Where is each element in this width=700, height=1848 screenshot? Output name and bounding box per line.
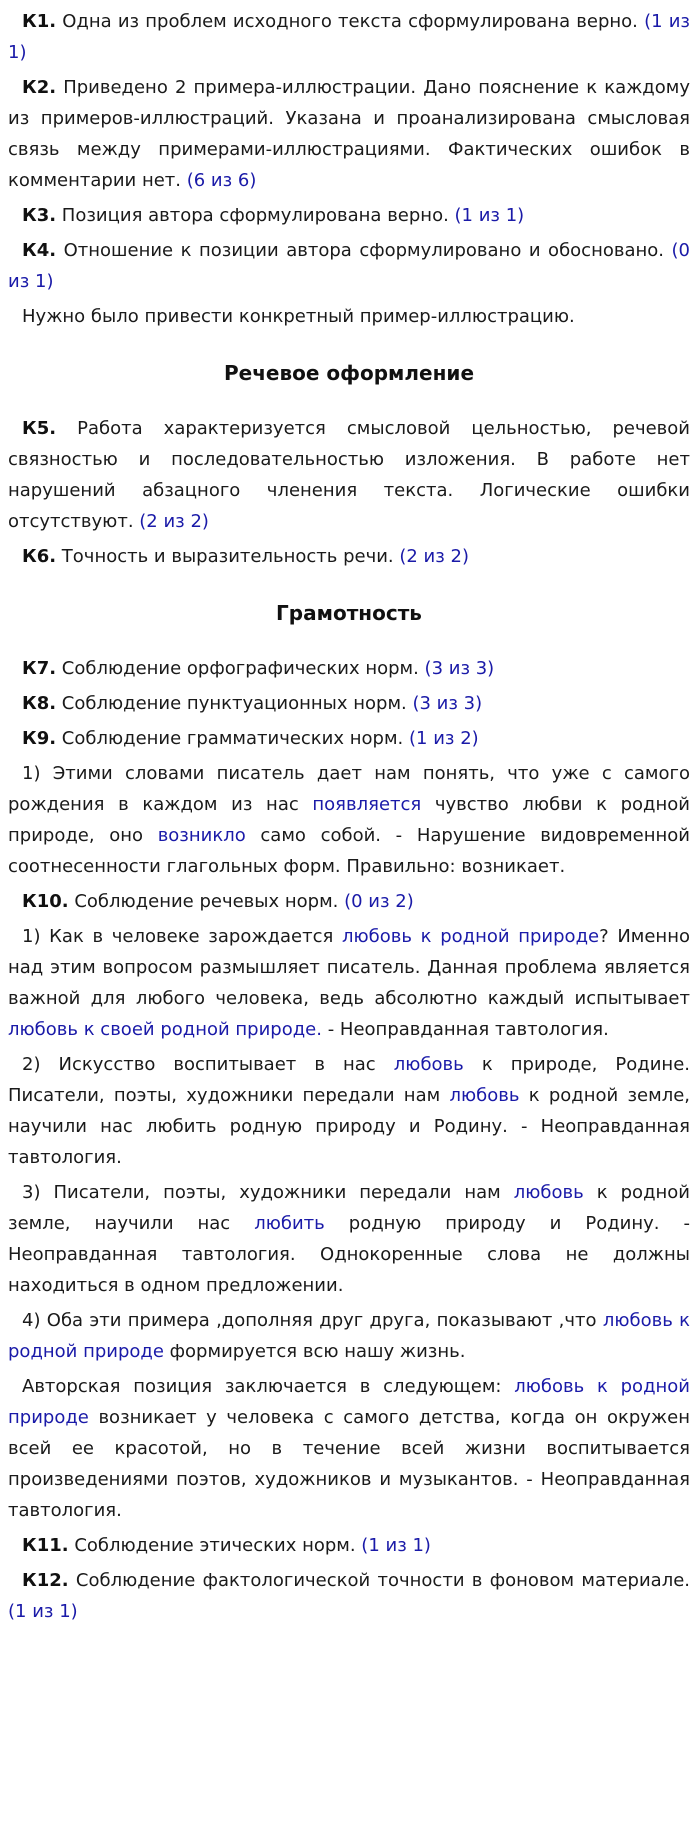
error-example	[8, 1305, 690, 1367]
criterion-text: Одна из проблем исходного текста сформулирована верно.	[56, 11, 645, 32]
example-text: чувство любви к родной природе, оно	[8, 794, 690, 846]
highlighted-phrase: любовь к родной природе	[342, 926, 600, 947]
example-text: 2) Искусство воспитывает в нас	[22, 1054, 394, 1075]
criterion-score: (3 из 3)	[412, 693, 483, 714]
example-text: к природе, Родине. Писатели, поэты, художники передали нам	[8, 1054, 690, 1106]
criterion-label: К12.	[22, 1570, 69, 1591]
example-text: 3) Писатели, поэты, художники передали нам	[22, 1182, 514, 1203]
criterion-score: (1 из 2)	[409, 728, 479, 749]
criterion-text: Соблюдение этических норм.	[68, 1535, 362, 1556]
example-text: - Неоправданная тавтология.	[321, 1019, 609, 1040]
error-example	[8, 1371, 690, 1526]
criterion-score: (6 из 6)	[186, 170, 257, 191]
criterion-score: (1 из 1)	[361, 1535, 431, 1556]
highlighted-phrase: любовь к родной природе	[8, 1376, 690, 1428]
highlighted-word: любовь	[513, 1182, 584, 1203]
criterion-k4	[8, 235, 690, 297]
example-text: к родной земле, научили нас любить родную природу и Родину. - Неоправданная тавтология.	[8, 1085, 690, 1168]
criterion-label: К9.	[22, 728, 57, 749]
criterion-k2	[8, 72, 690, 196]
example-text: 4) Оба эти примера ,дополняя друг друга, показывают ,что	[22, 1310, 603, 1331]
criterion-text: Соблюдение речевых норм.	[68, 891, 345, 912]
criterion-k12	[8, 1565, 690, 1627]
criterion-label: К7.	[22, 658, 57, 679]
criterion-k4-note: Нужно было привести конкретный пример-иллюстрацию.	[22, 306, 575, 327]
example-text: 1) Как в человеке зарождается	[22, 926, 342, 947]
criterion-label: К6.	[22, 546, 57, 567]
example-text: формируется всю нашу жизнь.	[163, 1341, 466, 1362]
example-text: Авторская позиция заключается в следующем:	[22, 1376, 515, 1397]
section-heading-speech: Речевое оформление	[223, 361, 475, 385]
criterion-label: К3.	[22, 205, 57, 226]
error-example	[8, 1177, 690, 1301]
criterion-text: Приведено 2 примера-иллюстрации. Дано пояснение к каждому из примеров-иллюстраций. Указана и проанализирована смысловая связь между примерами-иллюстрациями. Фактических ошибок в комментарии нет.	[8, 77, 690, 191]
criterion-k11	[8, 1530, 690, 1561]
criterion-k7	[8, 653, 690, 684]
criterion-text: Соблюдение фактологической точности в фоновом материале.	[68, 1570, 690, 1591]
criterion-text: Соблюдение пунктуационных норм.	[56, 693, 413, 714]
criterion-score: (1 из 1)	[8, 1601, 78, 1622]
criterion-label: К11.	[22, 1535, 69, 1556]
example-text: родную природу и Родину. - Неоправданная тавтология. Однокоренные слова не должны находиться в одном предложении.	[8, 1213, 691, 1296]
highlighted-word: любить	[254, 1213, 325, 1234]
example-text: 1) Этими словами писатель дает нам понять, что уже с самого рождения в каждом из нас	[8, 763, 690, 815]
criterion-score: (3 из 3)	[424, 658, 495, 679]
highlighted-word: любовь	[449, 1085, 520, 1106]
error-example	[8, 758, 690, 882]
criterion-text: Точность и выразительность речи.	[56, 546, 400, 567]
criterion-label: К1.	[22, 11, 57, 32]
section-heading-literacy: Грамотность	[276, 601, 422, 625]
criterion-k8	[8, 688, 690, 719]
criterion-score: (1 из 1)	[454, 205, 525, 226]
criterion-k10	[8, 886, 690, 917]
criterion-score: (1 из 1)	[8, 11, 690, 63]
criterion-k9	[8, 723, 690, 754]
criterion-label: К4.	[22, 240, 57, 261]
criterion-k5	[8, 413, 690, 537]
example-text: ? Именно над этим вопросом размышляет писатель. Данная проблема является важной для любого человека, ведь абсолютно каждый испытывает	[8, 926, 690, 1009]
criterion-label: К8.	[22, 693, 57, 714]
criterion-score: (2 из 2)	[139, 511, 209, 532]
example-text: само собой. - Нарушение видовременной соотнесенности глагольных форм. Правильно: возникает.	[8, 825, 690, 877]
criterion-label: К2.	[22, 77, 57, 98]
highlighted-word: любовь	[393, 1054, 464, 1075]
highlighted-phrase: любовь к родной природе	[8, 1310, 690, 1362]
criterion-label: К10.	[22, 891, 69, 912]
criterion-k3	[8, 200, 690, 231]
criterion-text: Соблюдение орфографических норм.	[56, 658, 425, 679]
criterion-k6	[8, 541, 690, 572]
example-text: возникает у человека с самого детства, когда он окружен всей ее красотой, но в течение всей жизни воспитывается произведениями поэтов, художников и музыкантов. - Неоправданная тавтология.	[8, 1407, 690, 1521]
criterion-k1	[8, 6, 690, 68]
error-example	[8, 1049, 690, 1173]
highlighted-phrase: любовь к своей родной природе.	[8, 1019, 322, 1040]
criterion-text: Отношение к позиции автора сформулировано и обосновано.	[56, 240, 672, 261]
highlighted-word: появляется	[312, 794, 422, 815]
criterion-text: Работа характеризуется смысловой цельностью, речевой связностью и последовательностью изложения. В работе нет нарушений абзацного членения текста. Логические ошибки отсутствуют.	[8, 418, 690, 532]
criterion-text: Соблюдение грамматических норм.	[56, 728, 409, 749]
criterion-label: К5.	[22, 418, 57, 439]
error-example	[8, 921, 690, 1045]
criterion-text: Позиция автора сформулирована верно.	[56, 205, 455, 226]
criterion-score: (0 из 1)	[8, 240, 690, 292]
example-text: к родной земле, научили нас	[8, 1182, 690, 1234]
criterion-score: (2 из 2)	[399, 546, 470, 567]
criterion-score: (0 из 2)	[344, 891, 414, 912]
highlighted-word: возникло	[157, 825, 246, 846]
